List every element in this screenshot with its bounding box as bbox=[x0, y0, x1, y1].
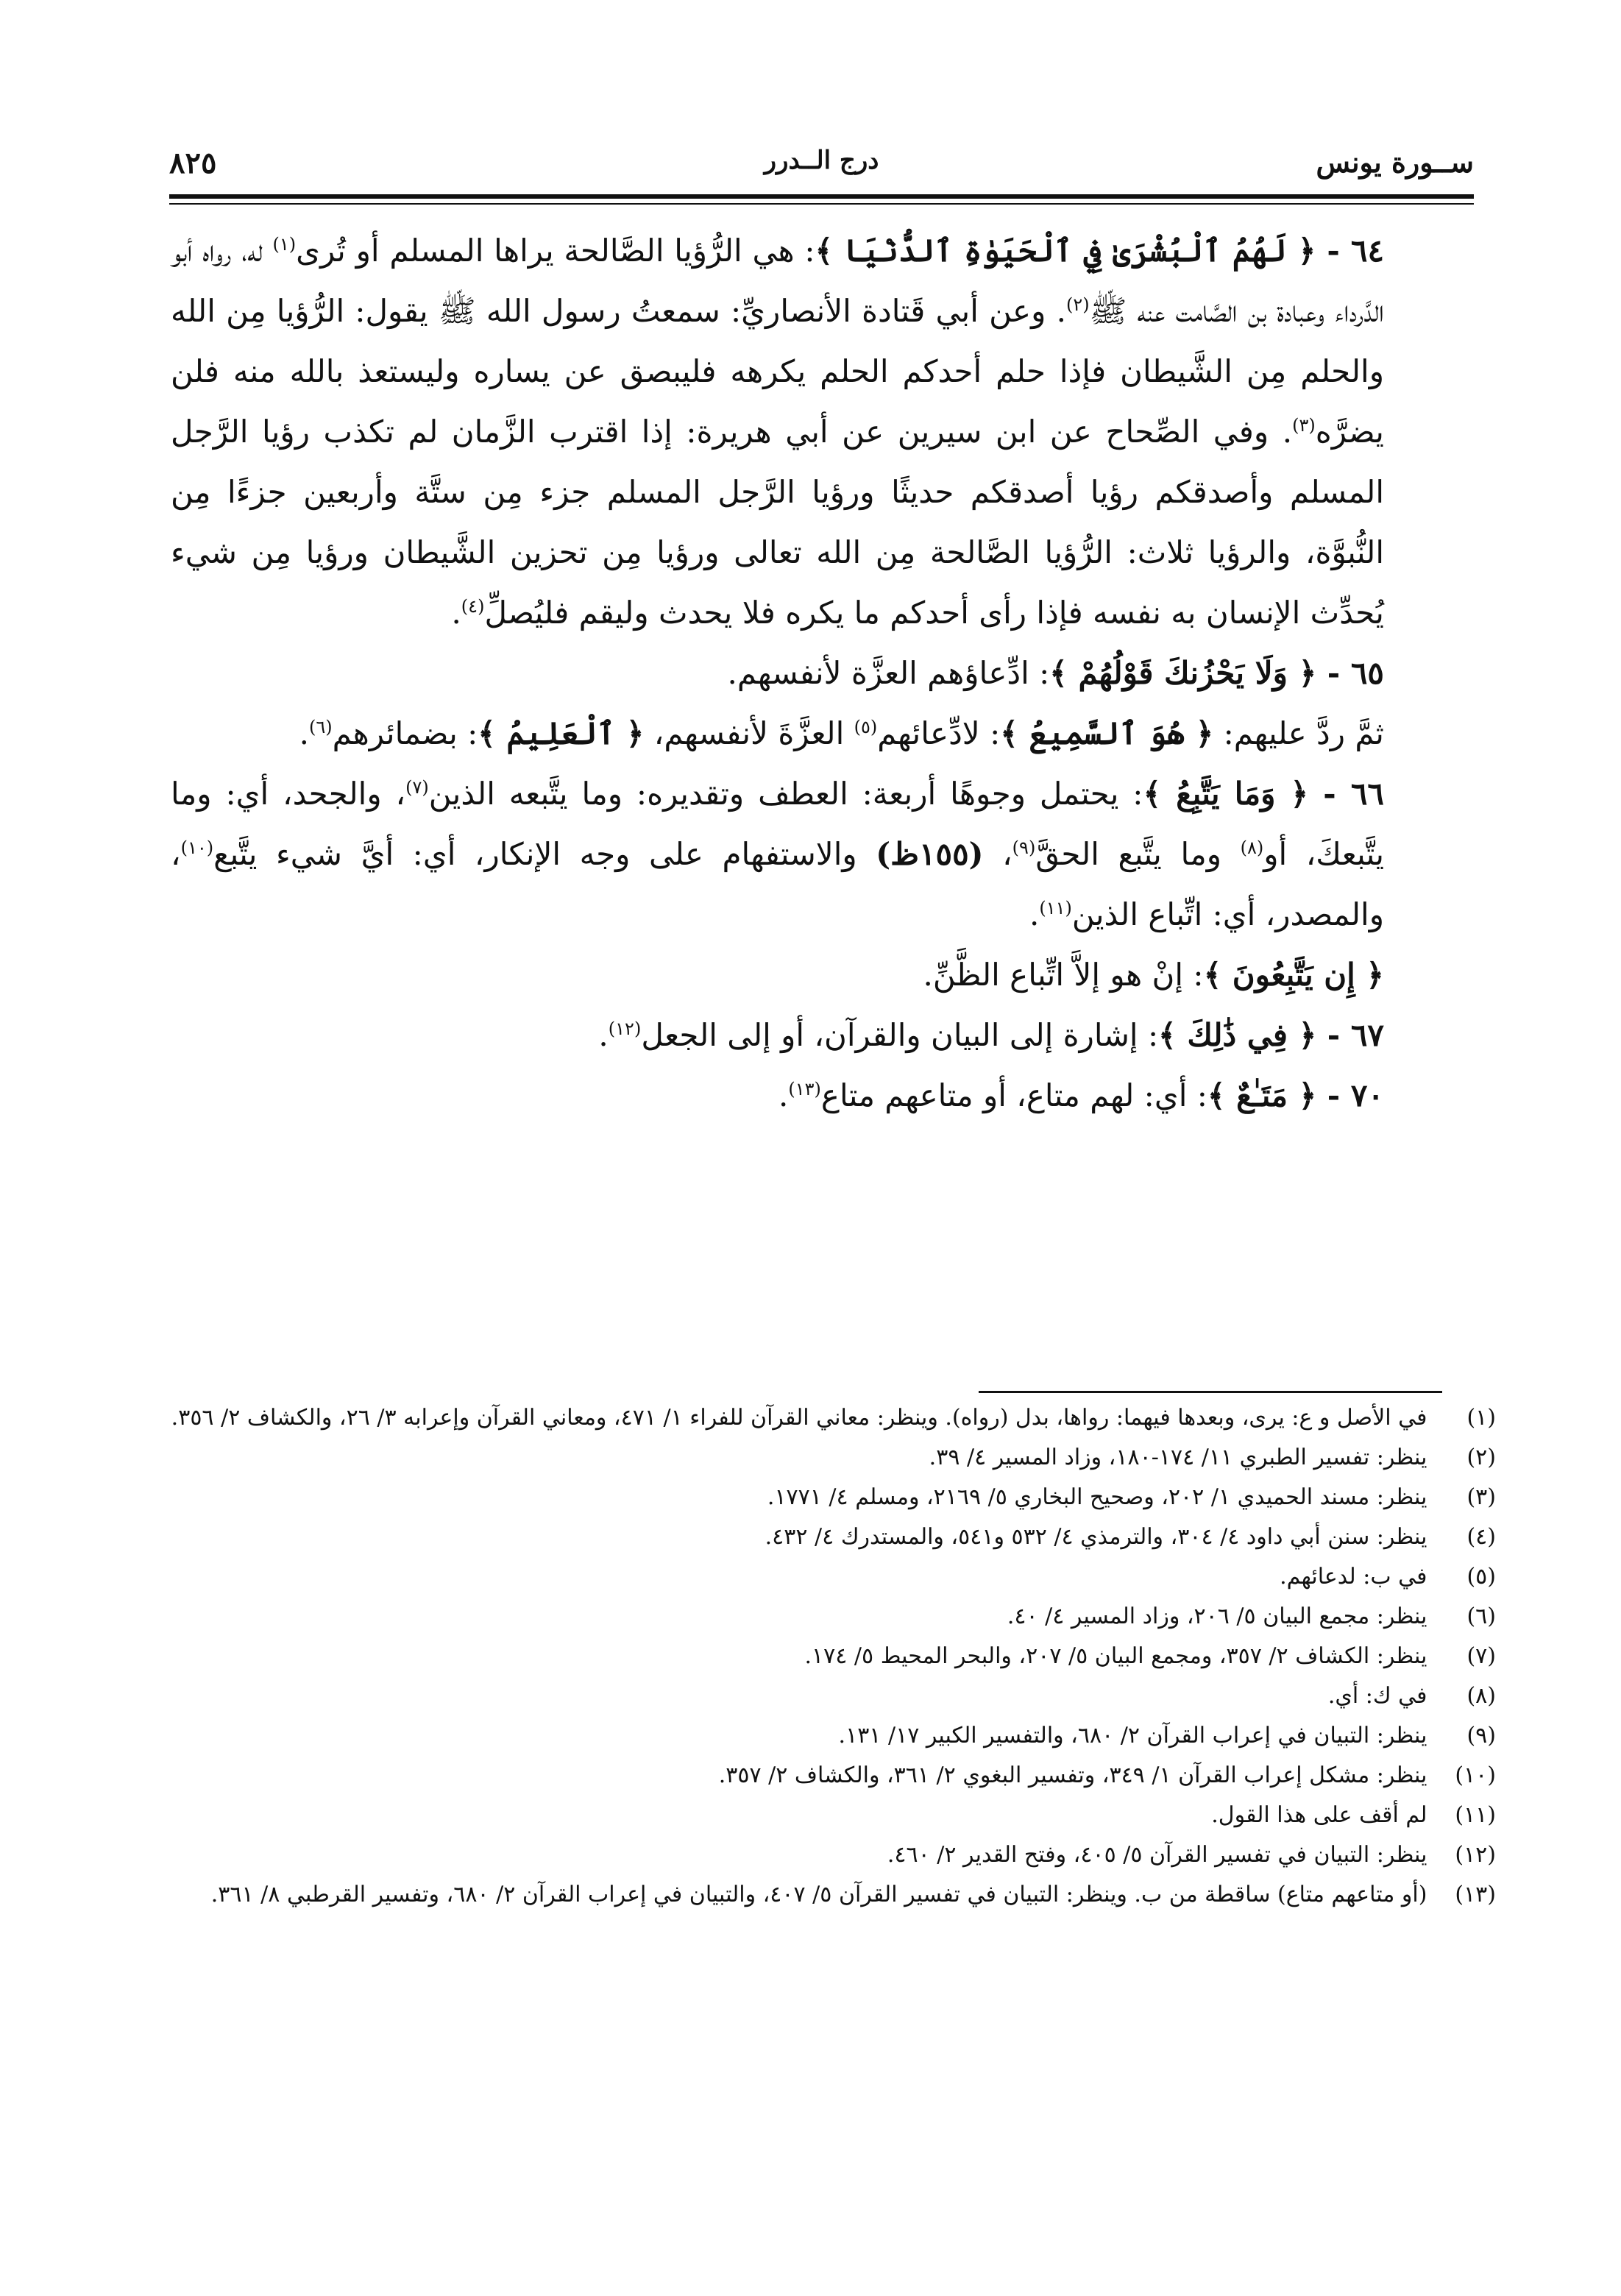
footnote-ref[interactable]: (٩) bbox=[1012, 837, 1036, 858]
page-number: ٨٢٥ bbox=[169, 146, 217, 180]
footnote-number: (٥) bbox=[1466, 1564, 1496, 1590]
quran-quote: ﴿ مَتَـٰعٌ ﴾ bbox=[1207, 1077, 1317, 1113]
paragraph-verse-65 bbox=[171, 643, 1465, 704]
footnote-text: ينظر: سنن أبي داود ٤/ ٣٠٤، والترمذي ٤/ ٥٣٢ و٥٤١، والمستدرك ٤/ ٤٣٢. bbox=[765, 1524, 1427, 1550]
footnotes-section bbox=[171, 1398, 1496, 1915]
footnote-ref[interactable]: (١٠) bbox=[180, 837, 214, 858]
footnote-number: (١٣) bbox=[1455, 1882, 1496, 1907]
commentary-text: ، والجحد، أي: وما يتَّبعكَ، أو bbox=[171, 776, 1385, 872]
commentary-text: : إنْ هو إلاَّ اتِّباع الظَّنِّ. bbox=[923, 957, 1204, 993]
commentary-text: . bbox=[451, 595, 461, 631]
commentary-text: ، والمصدر، أي: اتِّباع الذين bbox=[171, 836, 1384, 932]
footnote-ref[interactable]: (٨) bbox=[1240, 837, 1264, 858]
footnote-ref[interactable]: (٥) bbox=[854, 717, 878, 737]
quran-quote: ﴿ وَمَا يَتَّبِعُ ﴾ bbox=[1143, 776, 1309, 812]
commentary-text: : إشارة إلى البيان والقرآن، أو إلى الجعل bbox=[641, 1017, 1159, 1053]
commentary-text: . وعن أبي قَتادة الأنصاريِّ: سمعتُ رسول الله ﷺ يقول: الرُّؤيا مِن الله والحلم مِن الشَّيطان فإذا حلم أحدكم الحلم يكرهه فليبصق عن يساره وليستعذ بالله منه فلن يضرَّه bbox=[171, 293, 1384, 450]
running-header bbox=[169, 140, 1474, 191]
footnote-text: في ك: أي. bbox=[1327, 1683, 1427, 1709]
footnote-text: ينظر: الكشاف ٢/ ٣٥٧، ومجمع البيان ٥/ ٢٠٧، والبحر المحيط ٥/ ١٧٤. bbox=[804, 1643, 1427, 1669]
footnote-number: (٦) bbox=[1466, 1604, 1496, 1629]
footnote-number: (٢) bbox=[1466, 1445, 1496, 1470]
paragraph-verse-66-cont bbox=[171, 945, 1465, 1005]
footnote-7 bbox=[171, 1637, 1496, 1676]
commentary-text: ، bbox=[983, 836, 1012, 872]
footnote-text: لم أقف على هذا القول. bbox=[1211, 1802, 1427, 1828]
footnote-number: (٤) bbox=[1466, 1524, 1496, 1550]
commentary-text: له، رواه أبو الدَّرداء وعبادة بن الصَّامت عنه ﷺ bbox=[171, 233, 1385, 329]
commentary-text: العزَّةَ لأنفسهم، bbox=[644, 715, 854, 751]
paragraph-verse-67 bbox=[171, 1005, 1465, 1066]
footnote-text: ينظر: مشكل إعراب القرآن ١/ ٣٤٩، وتفسير البغوي ٢/ ٣٦١، والكشاف ٢/ ٣٥٧. bbox=[718, 1762, 1427, 1788]
commentary-text: . bbox=[1029, 896, 1040, 932]
footnote-text: في الأصل و ع: يرى، وبعدها فيهما: رواها، بدل (رواه). وينظر: معاني القرآن للفراء ١/ ٤٧١، ومعاني القرآن وإعرابه ٣/ ٢٦، والكشاف ٢/ ٣٥٦. bbox=[171, 1405, 1427, 1431]
commentary-text: : لادِّعائهم bbox=[877, 715, 1001, 751]
commentary-text: . وفي الصِّحاح عن ابن سيرين عن أبي هريرة: إذا اقترب الزَّمان لم تكذب رؤيا الرَّجل المسلم وأصدقكم رؤيا أصدقكم حديثًا ورؤيا الرَّجل المسلم جزء مِن ستَّة وأربعين جزءًا مِن النُّبوَّة، والرؤيا ثلاث: الرُّؤيا الصَّالحة مِن الله تعالى ورؤيا مِن تحزين الشَّيطان ورؤيا مِن شيء يُحدِّث الإنسان به نفسه فإذا رأى أحدكم ما يكره فلا يحدث وليقم فليُصلِّ bbox=[171, 414, 1384, 631]
footnote-text: ينظر: مسند الحميدي ١/ ٢٠٢، وصحيح البخاري ٥/ ٢١٦٩، ومسلم ٤/ ١٧٧١. bbox=[767, 1484, 1427, 1510]
header-rule-thin bbox=[169, 203, 1474, 205]
footnote-6 bbox=[171, 1597, 1496, 1637]
commentary-text: . bbox=[778, 1077, 789, 1113]
book-title: درج الــدرر bbox=[764, 146, 879, 175]
footnote-number: (٣) bbox=[1466, 1484, 1496, 1510]
paragraph-continuation bbox=[171, 704, 1465, 764]
footnote-5 bbox=[171, 1557, 1496, 1597]
footnote-2 bbox=[171, 1438, 1496, 1478]
verse-number: ٦٥ - bbox=[1316, 655, 1384, 691]
footnote-10 bbox=[171, 1756, 1496, 1796]
commentary-text: : أي: لهم متاع، أو متاعهم متاع bbox=[820, 1077, 1207, 1113]
surah-title: ســورة يونس bbox=[1316, 146, 1474, 179]
footnote-text: في ب: لدعائهم. bbox=[1280, 1564, 1427, 1590]
footnote-13 bbox=[171, 1875, 1496, 1915]
quran-quote: ﴿ لَهُمُ ٱلْبُشْرَىٰ فِي ٱلْحَيَوٰةِ ٱلدُّنْيَا ﴾ bbox=[815, 233, 1316, 269]
commentary-text: : يحتمل وجوهًا أربعة: العطف وتقديره: وما يتَّبعه الذين bbox=[428, 776, 1143, 812]
manuscript-folio-marker: (١٥٥ظ) bbox=[876, 836, 984, 872]
main-text bbox=[171, 221, 1465, 1126]
footnote-number: (٧) bbox=[1466, 1643, 1496, 1669]
paragraph-verse-70 bbox=[171, 1066, 1465, 1126]
quran-quote: ﴿ وَلَا يَحْزُنكَ قَوْلُهُمْ ﴾ bbox=[1049, 655, 1317, 691]
commentary-text: : هي الرُّؤيا الصَّالحة يراها المسلم أو تُرى bbox=[296, 233, 815, 269]
footnote-11 bbox=[171, 1796, 1496, 1835]
verse-number: ٧٠ - bbox=[1316, 1077, 1384, 1113]
footnote-8 bbox=[171, 1676, 1496, 1716]
commentary-text: ثمَّ ردَّ عليهم: bbox=[1213, 715, 1384, 751]
footnote-ref[interactable]: (١٢) bbox=[608, 1018, 642, 1039]
footnote-number: (١١) bbox=[1455, 1802, 1496, 1828]
quran-quote: ﴿ فِي ذَٰلِكَ ﴾ bbox=[1158, 1017, 1317, 1053]
footnote-1 bbox=[171, 1398, 1496, 1438]
footnote-ref[interactable]: (٦) bbox=[308, 717, 333, 737]
verse-number: ٦٦ - bbox=[1308, 776, 1384, 812]
footnote-ref[interactable]: (٣) bbox=[1292, 415, 1316, 436]
paragraph-verse-66 bbox=[171, 764, 1465, 945]
verse-number: ٦٧ - bbox=[1316, 1017, 1384, 1053]
footnote-separator bbox=[979, 1391, 1442, 1393]
footnote-number: (٨) bbox=[1466, 1683, 1496, 1709]
footnote-number: (١٢) bbox=[1455, 1842, 1496, 1868]
quran-quote: ﴿ ٱلْعَلِيمُ ﴾ bbox=[478, 715, 645, 751]
footnote-ref[interactable]: (١٣) bbox=[788, 1079, 821, 1099]
header-rule-thick bbox=[169, 194, 1474, 199]
footnote-ref[interactable]: (١) bbox=[272, 234, 297, 255]
footnote-ref[interactable]: (٤) bbox=[461, 596, 485, 617]
quran-quote: ﴿ إِن يَتَّبِعُونَ ﴾ bbox=[1203, 957, 1384, 993]
paragraph-verse-64 bbox=[171, 221, 1465, 643]
footnote-12 bbox=[171, 1835, 1496, 1875]
footnote-9 bbox=[171, 1716, 1496, 1756]
footnote-ref[interactable]: (١١) bbox=[1039, 898, 1072, 918]
commentary-text: وما يتَّبع الحقَّ bbox=[1035, 836, 1241, 872]
commentary-text: والاستفهام على وجه الإنكار، أي: أيَّ شيء يتَّبع bbox=[213, 836, 876, 872]
footnote-text: ينظر: التبيان في إعراب القرآن ٢/ ٦٨٠، والتفسير الكبير ١٧/ ١٣١. bbox=[838, 1723, 1427, 1748]
footnote-ref[interactable]: (٢) bbox=[1065, 294, 1090, 315]
commentary-text: : ادِّعاؤهم العزَّة لأنفسهم. bbox=[727, 655, 1050, 691]
footnote-text: (أو متاعهم متاع) ساقطة من ب. وينظر: التبيان في تفسير القرآن ٥/ ٤٠٧، والتبيان في إعراب القرآن ٢/ ٦٨٠، وتفسير القرطبي ٨/ ٣٦١. bbox=[210, 1882, 1427, 1907]
commentary-text: . bbox=[299, 715, 309, 751]
footnote-number: (١٠) bbox=[1455, 1762, 1496, 1788]
footnote-text: ينظر: تفسير الطبري ١١/ ١٧٤-١٨٠، وزاد المسير ٤/ ٣٩. bbox=[929, 1445, 1427, 1470]
footnote-number: (٩) bbox=[1466, 1723, 1496, 1748]
footnote-3 bbox=[171, 1478, 1496, 1517]
commentary-text: : بضمائرهم bbox=[332, 715, 478, 751]
footnote-number: (١) bbox=[1466, 1405, 1496, 1431]
footnote-text: ينظر: مجمع البيان ٥/ ٢٠٦، وزاد المسير ٤/ ٤٠. bbox=[1007, 1604, 1427, 1629]
footnote-4 bbox=[171, 1517, 1496, 1557]
footnote-ref[interactable]: (٧) bbox=[405, 777, 429, 798]
footnote-text: ينظر: التبيان في تفسير القرآن ٥/ ٤٠٥، وفتح القدير ٢/ ٤٦٠. bbox=[887, 1842, 1427, 1868]
quran-quote: ﴿ هُوَ ٱلسَّمِيعُ ﴾ bbox=[1000, 715, 1214, 751]
commentary-text: . bbox=[598, 1017, 609, 1053]
verse-number: ٦٤ - bbox=[1316, 233, 1385, 269]
